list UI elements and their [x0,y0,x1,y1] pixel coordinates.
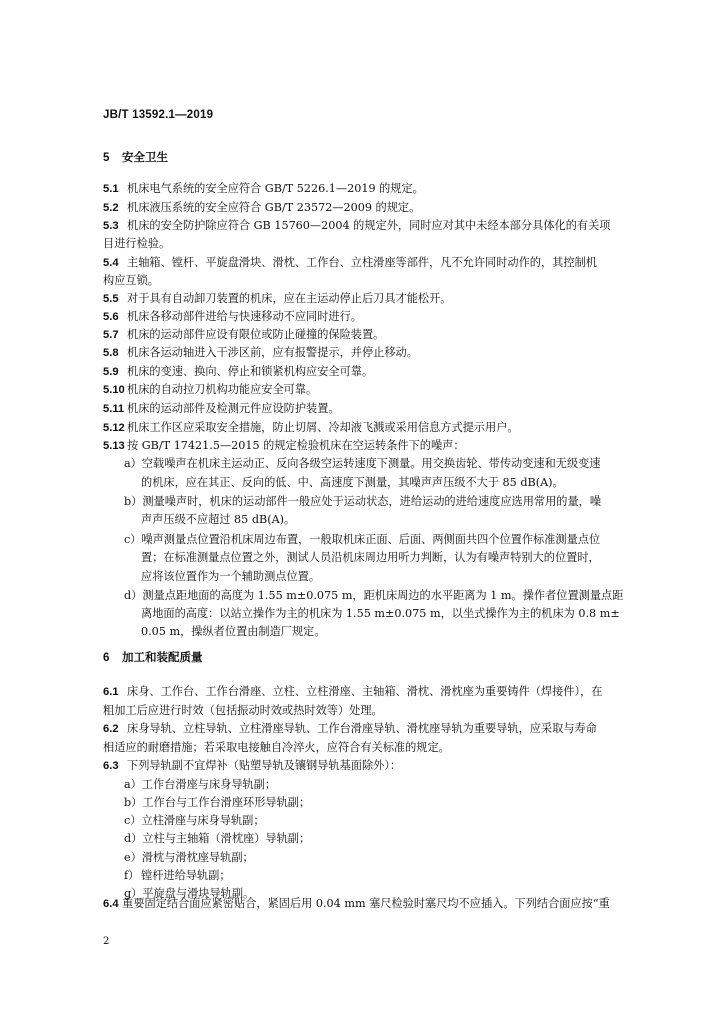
clause-number: 5.4 [103,257,119,269]
clause-text: 下列导轨副不宜焊补（贴塑导轨及镶钢导轨基面除外）： [127,759,402,772]
clause-number: b） [124,495,143,508]
clause-continuation [141,569,320,585]
clause-line [103,218,610,234]
clause-line [124,831,310,847]
clause-continuation [141,606,620,622]
clause-continuation [141,624,326,640]
clause-line [124,813,265,829]
clause-line [103,684,602,700]
clause-line [103,200,420,216]
clause-number: 5.2 [103,202,119,214]
clause-text: 声声压级不应超过 85 dB(A)。 [141,513,296,526]
clause-number: e） [124,851,142,864]
clause-text: 滑枕与滑枕座导轨副； [141,851,254,864]
clause-number: 6.3 [103,760,119,772]
section-number: 5 [103,152,110,164]
clause-continuation [103,273,159,289]
section-title: 加工和装配质量 [122,652,203,664]
clause-line [124,850,254,866]
clause-text: 噪声测量点位置沿机床周边布置，一般取机床正面、后面、两侧面共四个位置作标准测量点位 [141,533,601,546]
clause-number: 6.2 [103,723,119,735]
section-title: 安全卫生 [122,152,168,164]
clause-number: 5.6 [103,311,119,323]
clause-text: 床身导轨、立柱导轨、立柱滑座导轨、工作台滑座导轨、滑枕座导轨为重要导轨，应采取与寿命 [127,722,597,735]
section-number: 6 [103,652,110,664]
clause-text: 机床的运动部件及检测元件应设防护装置。 [127,402,340,415]
clause-number: 5.5 [103,293,119,305]
clause-text: 0.05 m，操纵者位置由制造厂规定。 [141,625,326,638]
clause-line [103,309,362,325]
clause-number: 5.9 [103,366,119,378]
clause-number: a） [124,457,142,470]
clause-text: 机床工作区应采取安全措施，防止切屑、冷却液飞溅或采用信息方式提示用户。 [127,421,519,434]
clause-text: 应将该位置作为一个辅助测点位置。 [141,570,321,583]
clause-number: a） [124,778,142,791]
clause-text: 立柱与主轴箱（滑枕座）导轨副； [142,832,311,845]
clause-continuation [141,475,564,491]
clause-text: 空载噪声在机床主运动正、反向各级空运转速度下测量。用交换齿轮、带传动变速和无级变速 [141,457,601,470]
clause-text: 机床电气系统的安全应符合 GB/T 5226.1—2019 的规定。 [127,182,424,195]
clause-line [103,291,451,307]
clause-line [103,721,597,737]
clause-6-4 [103,896,610,912]
clause-text: 置；在标准测量点位置之外，测试人员沿机床周边用听力判断，认为有噪声特别大的位置时， [141,551,600,564]
clause-text: 对于具有自动卸刀装置的机床，应在主运动停止后刀具才能松开。 [127,292,452,305]
clause-text: 机床的自动拉刀机构功能应安全可靠。 [127,383,318,396]
clause-continuation [103,703,383,719]
clause-continuation [141,550,600,566]
clause-line [103,420,519,436]
clause-line [124,456,601,472]
clause-number: g） [124,887,143,900]
clause-continuation [103,740,450,756]
clause-text: 相适应的耐磨措施；若采取电接触自冷淬火，应符合有关标准的规定。 [103,741,450,754]
clause-text: 目进行检验。 [103,237,171,250]
clause-text: 重要固定结合面应紧密贴合，紧固后用 0.04 mm 塞尺检验时塞尺均不应插入。下列结合面应按“重 [122,897,610,910]
clause-number: f） [124,869,140,882]
clause-text: 测量点距地面的高度为 1.55 m±0.075 m，距机床周边的水平距离为 1 m。操作者位置测量点距 [142,589,624,602]
clause-line [103,758,401,774]
clause-number: 6.1 [103,686,119,698]
clause-line [124,494,601,510]
clause-number: c） [124,814,142,827]
clause-line [103,345,418,361]
clause-text: 离地面的高度：以站立操作为主的机床为 1.55 m±0.075 m，以坐式操作为主的机床为 0.8 m± [141,607,620,620]
clause-text: 机床的运动部件应设有限位或防止碰撞的保险装置。 [127,328,385,341]
clause-text: 机床的变速、换向、停止和锁紧机构应安全可靠。 [127,365,374,378]
clause-number: 5.3 [103,220,119,232]
section-5-heading [103,149,168,165]
clause-text: 工作台与工作台滑座环形导轨副； [142,796,311,809]
clause-text: 按 GB/T 17421.5—2015 的规定检验机床在空运转条件下的噪声： [127,439,465,452]
clause-continuation [141,512,295,528]
clause-number: b） [124,796,143,809]
clause-text: 机床各运动轴进入干涉区前，应有报警提示，并停止移动。 [127,346,418,359]
clause-line [124,532,600,548]
clause-text: 机床液压系统的安全应符合 GB/T 23572—2009 的规定。 [127,201,421,214]
clause-number: 6.4 [103,898,119,910]
clause-number: 5.7 [103,329,119,341]
clause-number: d） [124,832,143,845]
clause-line [124,588,623,604]
clause-number: d） [124,589,143,602]
section-6-heading [103,649,203,665]
clause-number: 5.12 [103,422,125,434]
clause-text: 镗杆进给导轨副； [141,869,231,882]
clause-number: 5.11 [103,403,125,415]
clause-line [103,255,597,271]
clause-text: 粗加工后应进行时效（包括振动时效或热时效等）处理。 [103,704,383,717]
clause-line [124,777,276,793]
clause-number: 5.8 [103,347,119,359]
clause-text: 机床的安全防护除应符合 GB 15760—2004 的规定外，同时应对其中未经本部分具体化的有关项 [127,219,611,232]
clause-line [103,382,317,398]
clause-text: 机床各移动部件进给与快速移动不应同时进行。 [127,310,362,323]
clause-line [103,181,424,197]
clause-number: 5.13 [103,440,125,452]
clause-text: 的机床，应在其正、反向的低、中、高速度下测量，其噪声声压级不大于 85 dB(A)。 [141,476,564,489]
clause-text: 测量噪声时，机床的运动部件一般应处于运动状态，进给运动的进给速度应选用常用的量，噪 [142,495,602,508]
clause-number: c） [124,533,142,546]
clause-text: 平旋盘与滑块导轨副。 [142,887,255,900]
clause-number: 5.10 [103,384,125,396]
clause-line [124,868,231,884]
page-number: 2 [103,936,110,947]
clause-line [103,327,384,343]
standard-number: JB/T 13592.1—2019 [103,109,214,121]
clause-continuation [103,236,170,252]
clause-text: 工作台滑座与床身导轨副； [141,778,277,791]
clause-text: 床身、工作台、工作台滑座、立柱、立柱滑座、主轴箱、滑枕、滑枕座为重要铸件（焊接件），在 [127,685,603,698]
clause-line [103,364,373,380]
clause-line [103,401,340,417]
clause-text: 立柱滑座与床身导轨副； [141,814,265,827]
clause-line [124,795,310,811]
clause-text: 主轴箱、镗杆、平旋盘滑块、滑枕、工作台、立柱滑座等部件，凡不允许同时动作的，其控制机 [127,256,597,269]
clause-number: 5.1 [103,183,119,195]
clause-line [103,438,465,454]
clause-text: 构应互锁。 [103,274,159,287]
